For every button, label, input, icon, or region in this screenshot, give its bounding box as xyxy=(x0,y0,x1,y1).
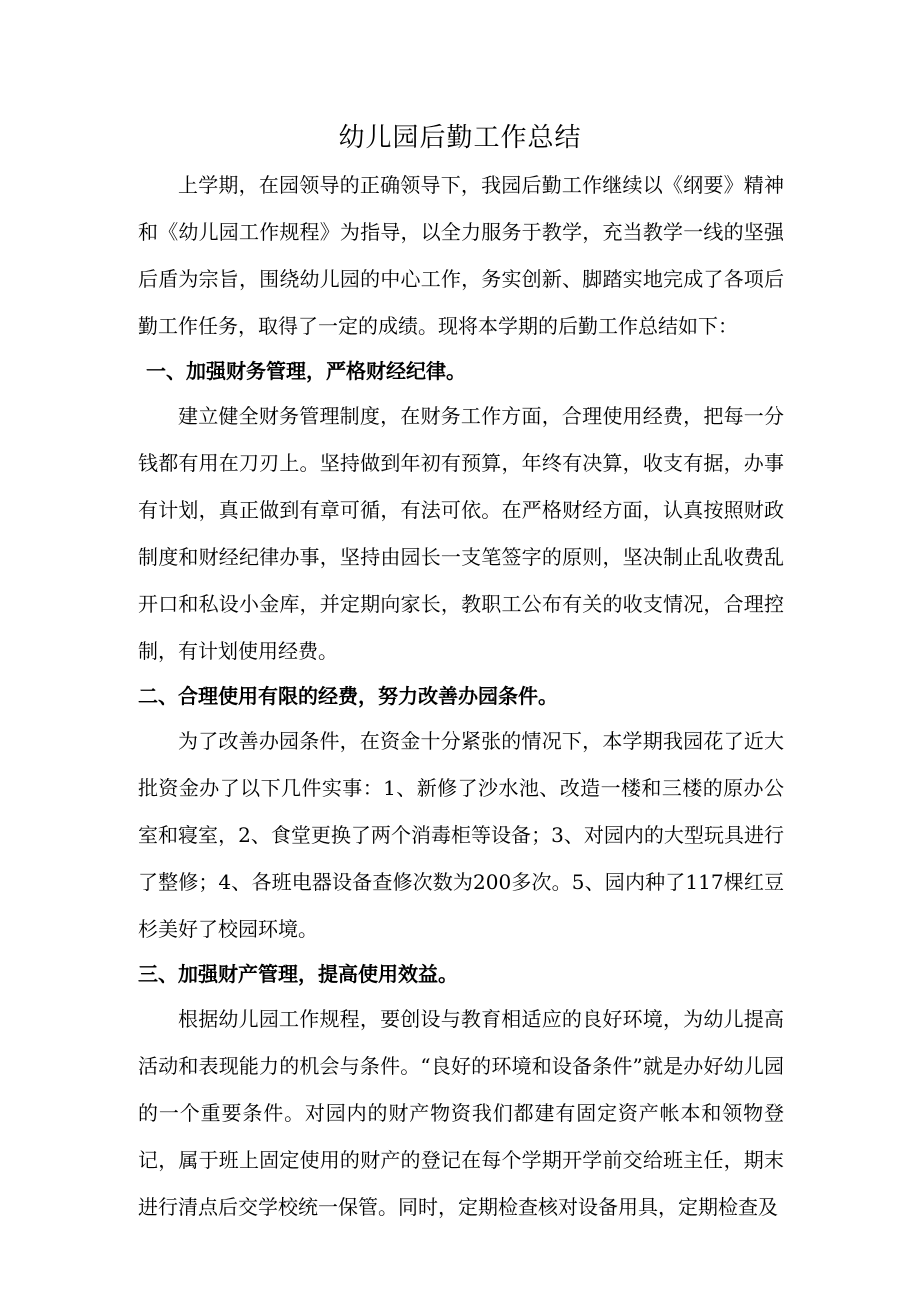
section-2-heading: 二、合理使用有限的经费，努力改善办园条件。 xyxy=(138,684,558,708)
section-3-paragraph: 根据幼儿园工作规程，要创设与教育相适应的良好环境，为幼儿提高活动和表现能力的机会与条件。“良好的环境和设备条件”就是办好幼儿园的一个重要条件。对园内的财产物资我们都建有固定资产帐本和领物登记，属于班上固定使用的财产的登记在每个学期开学前交给班主任，期末进行清点后交学校统一保管。同时，定期检查核对设备用具，定期检查及 xyxy=(138,1007,784,1219)
section-1-heading: 一、加强财务管理，严格财经纪律。 xyxy=(146,359,466,383)
section-3-heading: 三、加强财产管理，提高使用效益。 xyxy=(138,962,458,986)
section-2-paragraph: 为了改善办园条件，在资金十分紧张的情况下，本学期我园花了近大批资金办了以下几件实事：1、新修了沙水池、改造一楼和三楼的原办公室和寝室，2、食堂更换了两个消毒柜等设备；3、对园内的大型玩具进行了整修；4、各班电器设备查修次数为200多次。5、园内种了117棵红豆杉美好了校园环境。 xyxy=(138,729,784,941)
section-1-paragraph: 建立健全财务管理制度，在财务工作方面，合理使用经费，把每一分钱都有用在刀刃上。坚持做到年初有预算，年终有决算，收支有据，办事有计划，真正做到有章可循，有法可依。在严格财经方面，认真按照财政制度和财经纪律办事，坚持由园长一支笔签字的原则，坚决制止乱收费乱开口和私设小金库，并定期向家长，教职工公布有关的收支情况，合理控制，有计划使用经费。 xyxy=(138,404,784,663)
document-body xyxy=(138,162,784,1231)
document-title: 幼儿园后勤工作总结 xyxy=(338,123,582,153)
intro-paragraph: 上学期，在园领导的正确领导下，我园后勤工作继续以《纲要》精神和《幼儿园工作规程》为指导，以全力服务于教学，充当教学一线的坚强后盾为宗旨，围绕幼儿园的中心工作，务实创新、脚踏实地完成了各项后勤工作任务，取得了一定的成绩。现将本学期的后勤工作总结如下： xyxy=(138,173,784,338)
